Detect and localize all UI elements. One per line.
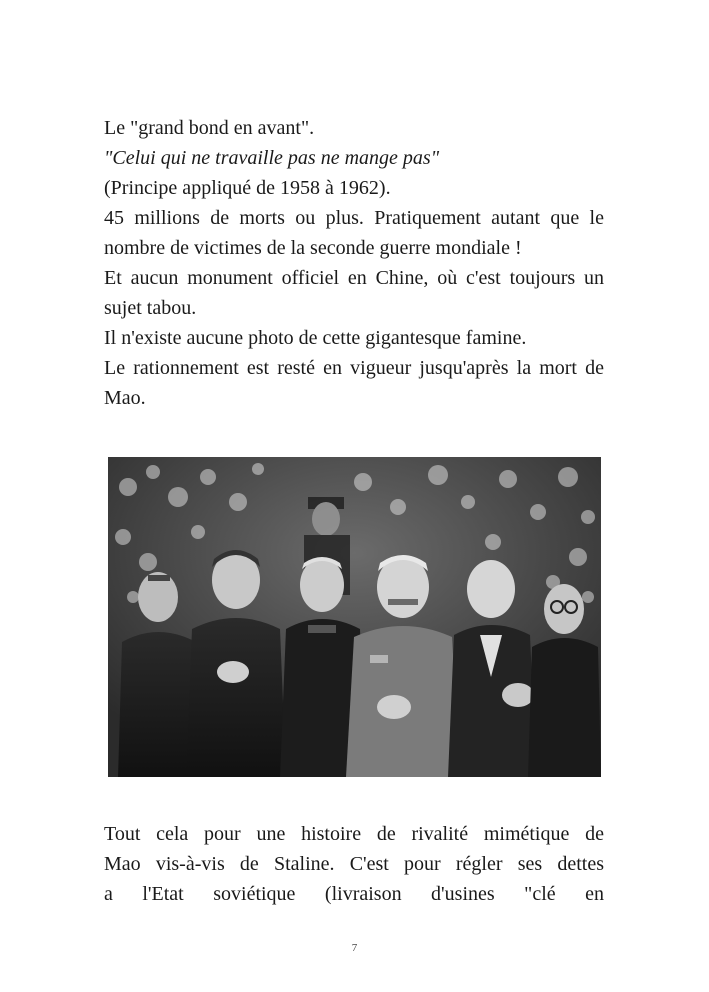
rivalry-line-2: Mao vis-à-vis de Staline. C'est pour régler ses dettes (104, 853, 604, 875)
bottom-text-block (104, 819, 604, 909)
no-photo-paragraph: Il n'existe aucune photo de cette gigantesque famine. (104, 327, 527, 349)
historical-photo (108, 457, 601, 777)
deaths-paragraph: 45 millions de morts ou plus. Pratiquement autant que le nombre de victimes de la seconde guerre mondiale ! (104, 207, 604, 259)
top-text-block (104, 113, 604, 413)
quote-line: "Celui qui ne travaille pas ne mange pas" (104, 147, 440, 169)
photo-illustration (108, 457, 601, 777)
principle-line: (Principe appliqué de 1958 à 1962). (104, 177, 391, 199)
rationing-paragraph: Le rationnement est resté en vigueur jusqu'après la mort de Mao. (104, 357, 604, 409)
monument-paragraph: Et aucun monument officiel en Chine, où c'est toujours un sujet tabou. (104, 267, 604, 319)
page-number: 7 (351, 942, 358, 954)
heading-line: Le "grand bond en avant". (104, 117, 315, 139)
rivalry-line-3: a l'Etat soviétique (livraison d'usines "clé en (104, 883, 604, 905)
rivalry-line-1: Tout cela pour une histoire de rivalité mimétique de (104, 823, 604, 845)
